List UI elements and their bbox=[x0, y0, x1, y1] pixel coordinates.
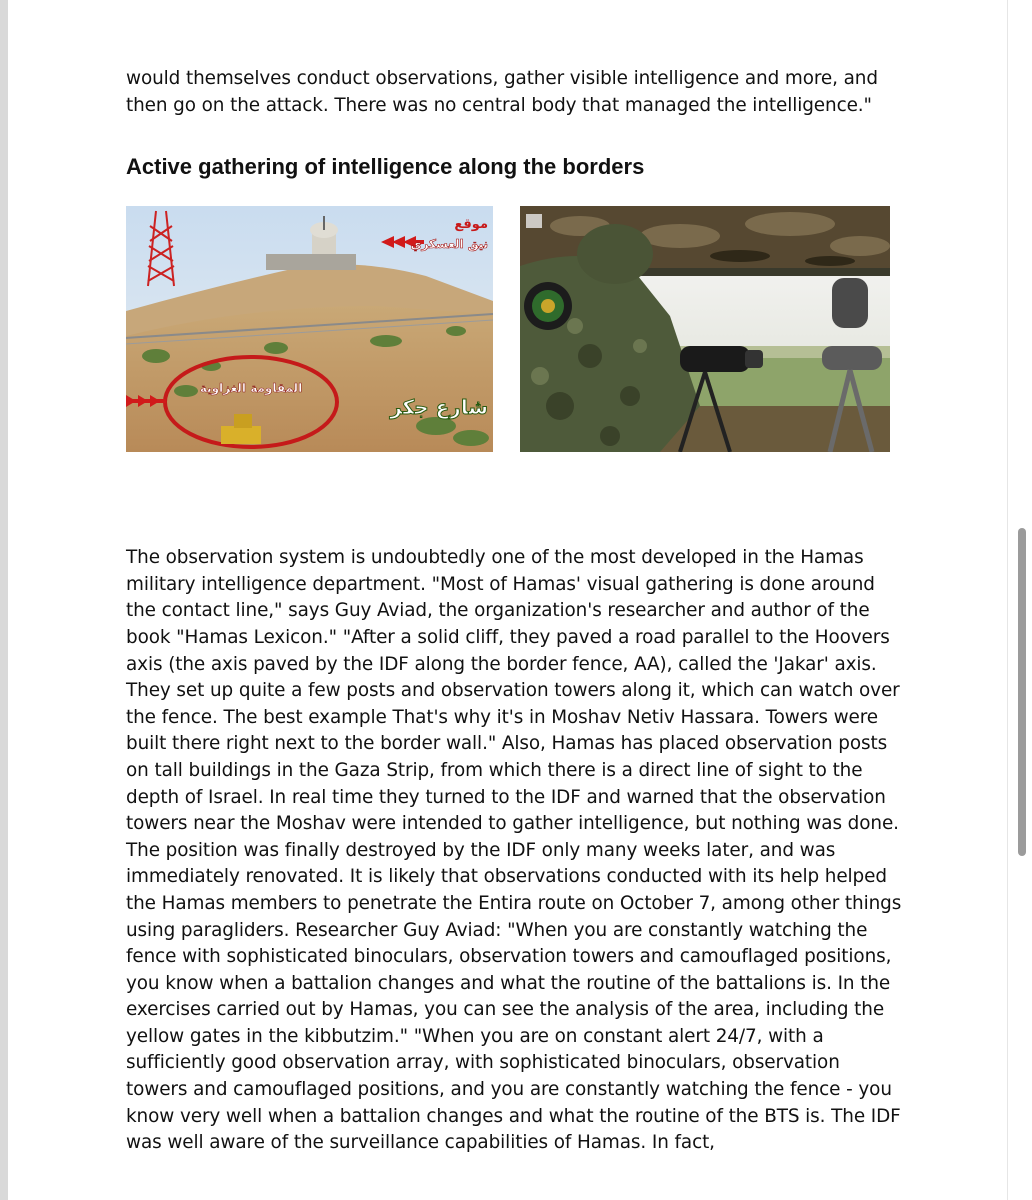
overlay-label-top: موقع bbox=[454, 217, 488, 233]
overlay-circle-label: المقاومة الغزاوية bbox=[199, 381, 303, 396]
scrollbar-thumb[interactable] bbox=[1018, 528, 1026, 856]
window-left-edge bbox=[0, 0, 8, 1200]
overlay-label-middle: نيق العسكري bbox=[410, 237, 488, 252]
image-row bbox=[126, 206, 906, 452]
soldier-binoculars-photo bbox=[520, 206, 890, 452]
section-heading: Active gathering of intelligence along the borders bbox=[126, 154, 645, 180]
border-post-photo bbox=[126, 206, 493, 452]
body-paragraph: The observation system is undoubtedly one of the most developed in the Hamas military intelligence department. "Most of Hamas' visual gathering is done around the contact line," says Guy Aviad, the organization's researcher and author of the book "Hamas Lexicon." "After a solid cliff, they paved a road parallel to the Hoovers axis (the axis paved by the IDF along the border fence, AA), called the 'Jakar' axis. They set up quite a few posts and observation towers along it, which can watch over the fence. The best example That's why it's in Moshav Netiv Hassara. Towers were built there right next to the border wall." Also, Hamas has placed observation posts on tall buildings in the Gaza Strip, from which there is a direct line of sight to the depth of Israel. In real time they turned to the IDF and warned that the observation towers near the Moshav were intended to gather intelligence, but nothing was done. The position was finally destroyed by the IDF only many weeks later, and was immediately renovated. It is likely that observations conducted with its help helped the Hamas members to penetrate the Entira route on October 7, among other things using paragliders. Researcher Guy Aviad: "When you are constantly watching the fence with sophisticated binoculars, observation towers and camouflaged positions, you know when a battalion changes and what the routine of the battalions is. In the exercises carried out by Hamas, you can see the analysis of the area, including the yellow gates in the kibbutzim." "When you are on constant alert 24/7, with a sufficiently good observation array, with sophisticated binoculars, observation towers and camouflaged positions, and you are constantly watching the fence - you know very well when a battalion changes and what the routine of the BTS is. The IDF was well aware of the surveillance capabilities of Hamas. In fact, bbox=[126, 547, 902, 1154]
scrollbar-track[interactable] bbox=[1007, 0, 1032, 1200]
article-content bbox=[126, 66, 906, 1157]
intro-paragraph: would themselves conduct observations, gather visible intelligence and more, and then go on the attack. There was no central body that managed the intelligence." bbox=[126, 68, 878, 116]
overlay-road-label: شارع جكر bbox=[390, 395, 488, 420]
